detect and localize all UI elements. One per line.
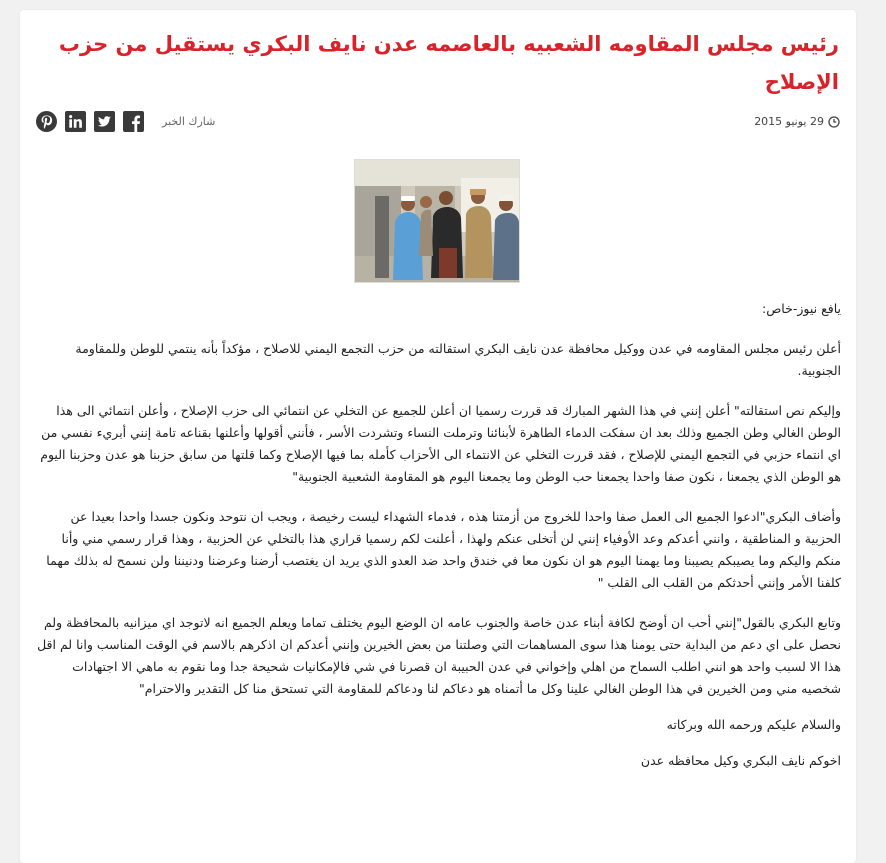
linkedin-icon[interactable] — [65, 111, 86, 132]
article-paragraph: وإليكم نص استقالته" أعلن إنني في هذا الشهر المبارك قد قررت رسميا ان أعلن للجميع عن التخلي عن انتمائي الى حزب الإصلاح ، وأعلن انتمائي الى هذا الوطن الغالي وطن الجميع وذلك بعد ان سفكت الدماء الطاهرة لأبنائنا وترملت النساء وتشردت الأسر ، فأنني أقولها وأعلنها بقناعه تامة إنني أبريء نفسي من اي انتماء حزبي في التجمع اليمني للإصلاح ، فقد قررت التخلي عن الانتماء الى الأحزاب كأمله بما فيها الإصلاح وكما قلتها من سابق حزبنا هو عدن وحزبنا اليوم هو الوطن الذي يجمعنا ، نكون صفا واحدا يجمعنا حب الوطن وما يجمعنا اليوم هو المقاومة الشعبية الجنوبية" — [40, 403, 841, 484]
article-paragraph: وأضاف البكري"ادعوا الجميع الى العمل صفا واحدا للخروج من أزمتنا هذه ، فدماء الشهداء ليست رخيصة ، ويجب ان نتوحد ونكون جسدا واحدا بعيدا عن الحزبية و المناطقية ، وانني أعدكم وعد الأوفياء إنني لن أتخلى عنكم ولهذا ، أعلنت لكم رسميا قراري هذا بالتخلي عن الحزبية ، وهذا قرار رسمي مني وأنا منكم واليكم وما يصيبكم يصيبنا وما يهمنا اليوم هو ان نكون معا في خندق واحد ضد العدو الذي يريد ان يغتصب أرضنا وعرضنا ودنيننا ولن نسمح له بذلك مهما كلفنا الأمر وإنني أحدثكم من القلب الى القلب " — [46, 509, 841, 590]
date-text: 29 يونيو 2015 — [754, 115, 824, 128]
facebook-icon[interactable] — [123, 111, 144, 132]
share-label: شارك الخبر — [162, 115, 216, 128]
article-title: رئيس مجلس المقاومه الشعبيه بالعاصمه عدن نايف البكري يستقيل من حزب الإصلاح — [58, 32, 839, 94]
article-card — [20, 10, 856, 863]
clock-icon — [828, 116, 840, 128]
article-photo — [354, 159, 520, 283]
article-body — [34, 298, 841, 772]
share-bar — [36, 111, 215, 132]
twitter-icon[interactable] — [94, 111, 115, 132]
article-paragraph: أعلن رئيس مجلس المقاومه في عدن ووكيل محافظة عدن نايف البكري استقالته من حزب التجمع اليمني للاصلاح ، مؤكداً بأنه ينتمي للوطن وللمقاومة الجنوبية. — [75, 341, 841, 378]
pinterest-icon[interactable] — [36, 111, 57, 132]
article-signature: اخوكم نايف البكري وكيل محافظه عدن — [640, 753, 841, 768]
article-paragraph: وتابع البكري بالقول"إنني أحب ان أوضح لكافة أبناء عدن خاصة والجنوب عامه ان الوضع اليوم يختلف تماما ويعلم الجميع انه لاتوجد اي ميزانيه بالمحافظة ولم نحصل على اي دعم من البداية حتى يومنا هذا سوى المساهمات التي وصلتنا من بعض الخيرين وإنني أعدكم ان اذكرهم بالاسم في الوقت المناسب وانا لم اقل هذا الا لسبب واحد هو انني اطلب السماح من اهلي وإخواني في عدن الحبيبة ان قصرنا في شي فالإمكانيات شحيحة جدا وما نقوم به ماهي الا اجتهادات شخصيه مني ومن الخيرين في هذا الوطن الغالي علينا وكل ما أتمناه هو دعاكم لنا ودعاكم للمقاومة التي تستحق منا كل التقدير والاحترام" — [37, 615, 841, 696]
article-paragraph: والسلام عليكم ورحمه الله وبركاته — [666, 717, 841, 732]
publish-date — [754, 115, 840, 128]
article-source: يافع نيوز-خاص: — [761, 301, 841, 316]
article-meta — [36, 111, 840, 137]
